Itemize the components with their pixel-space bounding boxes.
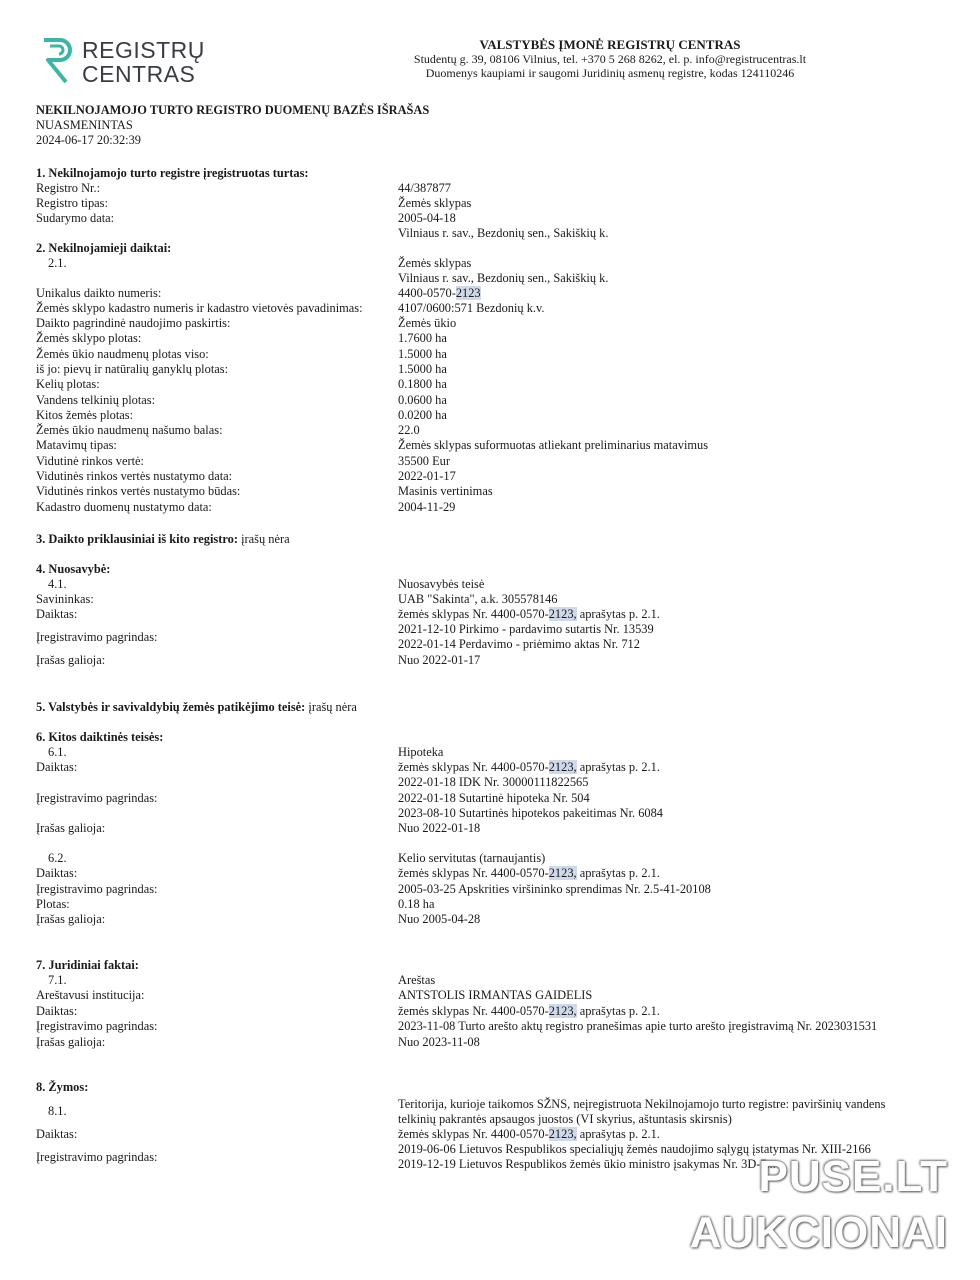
watermark-line1: PUSE.LT bbox=[758, 1152, 948, 1201]
row-6-1-valid: Įrašas galioja: Nuo 2022-01-18 bbox=[36, 821, 481, 835]
row-meadow-area: iš jo: pievų ir natūralių ganyklų plotas: 1.5000 ha bbox=[36, 362, 447, 376]
row-8-desc-1: Teritorija, kurioje taikomos SŽNS, neįregistruota Nekilnojamojo turto registre: paviršinių vandens bbox=[398, 1097, 886, 1111]
row-registry-number: Registro Nr.: 44/387877 bbox=[36, 181, 452, 195]
section-1-title: 1. Nekilnojamojo turto registre įregistruotas turtas: bbox=[36, 166, 309, 180]
row-6-1-idk: 2022-01-18 IDK Nr. 30000111822565 bbox=[398, 775, 589, 789]
row-farm-area: Žemės ūkio naudmenų plotas viso: 1.5000 ha bbox=[36, 347, 447, 361]
row-roads-area: Kelių plotas: 0.1800 ha bbox=[36, 377, 447, 391]
logo-line2: CENTRAS bbox=[82, 61, 196, 87]
row-6-2-area: Plotas: 0.18 ha bbox=[36, 897, 435, 911]
row-6-2-basis: Įregistravimo pagrindas: 2005-03-25 Apskrities viršininko sprendimas Nr. 2.5-41-20108 bbox=[36, 882, 711, 896]
row-owner: Savininkas: UAB "Sakinta", a.k. 305578146 bbox=[36, 592, 558, 606]
row-address: Vilniaus r. sav., Bezdonių sen., Sakiškių k. bbox=[398, 226, 609, 240]
watermark-line2: AUKCIONAI bbox=[689, 1208, 948, 1257]
row-unique-number: Unikalus daikto numeris: 4400-0570-2123 bbox=[36, 286, 481, 300]
document-header bbox=[330, 38, 890, 80]
section-4-title: 4. Nuosavybė: bbox=[36, 562, 111, 576]
row-8-basis-2: 2019-12-19 Lietuvos Respublikos žemės ūkio ministro įsakymas Nr. 3D-7... bbox=[398, 1157, 776, 1171]
row-other-area: Kitos žemės plotas: 0.0200 ha bbox=[36, 408, 447, 422]
row-measurement-type: Matavimų tipas: Žemės sklypas suformuotas atliekant preliminarius matavimus bbox=[36, 438, 709, 452]
row-creation-date: Sudarymo data: 2005-04-18 bbox=[36, 211, 456, 225]
row-cadastral-number: Žemės sklypo kadastro numeris ir kadastro vietovės pavadinimas: 4107/0600:571 Bezdonių k.v. bbox=[36, 301, 545, 315]
row-productivity-score: Žemės ūkio naudmenų našumo balas: 22.0 bbox=[36, 423, 420, 437]
row-6-1-basis-1: Įregistravimo pagrindas: 2022-01-18 Sutartinė hipoteka Nr. 504 bbox=[36, 791, 590, 805]
row-7-valid: Įrašas galioja: Nuo 2023-11-08 bbox=[36, 1035, 480, 1049]
row-4-basis-2: 2022-01-14 Perdavimo - priėmimo aktas Nr. 712 bbox=[398, 637, 640, 651]
row-8-1: 8.1. bbox=[48, 1104, 67, 1118]
section-6-title: 6. Kitos daiktinės teisės: bbox=[36, 730, 164, 744]
row-purpose: Daikto pagrindinė naudojimo paskirtis: Žemės ūkio bbox=[36, 316, 457, 330]
document-title: NEKILNOJAMOJO TURTO REGISTRO DUOMENŲ BAZĖS IŠRAŠAS bbox=[36, 103, 430, 117]
document-title-block bbox=[36, 103, 429, 148]
row-4-object: Daiktas: žemės sklypas Nr. 4400-0570-2123, aprašytas p. 2.1. bbox=[36, 607, 660, 621]
row-water-area: Vandens telkinių plotas: 0.0600 ha bbox=[36, 393, 447, 407]
row-registry-type: Registro tipas: Žemės sklypas bbox=[36, 196, 472, 210]
org-name: VALSTYBĖS ĮMONĖ REGISTRŲ CENTRAS bbox=[479, 37, 741, 52]
row-cadastre-date: Kadastro duomenų nustatymo data: 2004-11-29 bbox=[36, 500, 456, 514]
row-6-2-object: Daiktas: žemės sklypas Nr. 4400-0570-2123, aprašytas p. 2.1. bbox=[36, 866, 660, 880]
row-8-object: Daiktas: žemės sklypas Nr. 4400-0570-2123, aprašytas p. 2.1. bbox=[36, 1127, 660, 1141]
section-7-title: 7. Juridiniai faktai: bbox=[36, 958, 139, 972]
row-4-1: 4.1. Nuosavybės teisė bbox=[48, 577, 485, 591]
section-5-title: 5. Valstybės ir savivaldybių žemės patikėjimo teisė: įrašų nėra bbox=[36, 700, 357, 714]
row-6-2-valid: Įrašas galioja: Nuo 2005-04-28 bbox=[36, 912, 481, 926]
document-datetime: 2024-06-17 20:32:39 bbox=[36, 133, 141, 147]
row-4-basis-1: 2021-12-10 Pirkimo - pardavimo sutartis Nr. 13539 bbox=[398, 622, 654, 636]
org-contacts: Studentų g. 39, 08106 Vilnius, tel. +370 5 268 8262, el. p. info@registrucentras.lt bbox=[413, 52, 807, 66]
row-4-basis-label: Įregistravimo pagrindas: bbox=[36, 630, 158, 644]
row-2-1: 2.1. Žemės sklypas bbox=[48, 256, 472, 270]
logo-mark-icon bbox=[40, 36, 76, 84]
logo-line1: REGISTRŲ bbox=[82, 37, 205, 63]
row-7-1: 7.1. Areštas bbox=[48, 973, 436, 987]
row-market-value-method: Vidutinės rinkos vertės nustatymo būdas: Masinis vertinimas bbox=[36, 484, 493, 498]
row-6-1-basis-2: 2023-08-10 Sutartinės hipotekos pakeitimas Nr. 6084 bbox=[398, 806, 663, 820]
row-8-desc-2: telkinių pakrantės apsaugos juostos (VI skyrius, aštuntasis skirsnis) bbox=[398, 1112, 732, 1126]
row-6-1-object: Daiktas: žemės sklypas Nr. 4400-0570-2123, aprašytas p. 2.1. bbox=[36, 760, 660, 774]
row-7-institution: Areštavusi institucija: ANTSTOLIS IRMANTAS GAIDELIS bbox=[36, 988, 593, 1002]
row-2-address: Vilniaus r. sav., Bezdonių sen., Sakiškių k. bbox=[398, 271, 609, 285]
row-7-basis: Įregistravimo pagrindas: 2023-11-08 Turto arešto aktų registro pranešimas apie turto arešto įregistravimą Nr. 2023031531 bbox=[36, 1019, 878, 1033]
section-2-title: 2. Nekilnojamieji daiktai: bbox=[36, 241, 172, 255]
row-7-object: Daiktas: žemės sklypas Nr. 4400-0570-2123, aprašytas p. 2.1. bbox=[36, 1004, 660, 1018]
row-6-1: 6.1. Hipoteka bbox=[48, 745, 444, 759]
row-8-basis-label: Įregistravimo pagrindas: bbox=[36, 1150, 158, 1164]
row-4-valid: Įrašas galioja: Nuo 2022-01-17 bbox=[36, 653, 481, 667]
org-registry-note: Duomenys kaupiami ir saugomi Juridinių asmenų registre, kodas 124110246 bbox=[425, 66, 795, 80]
row-plot-area: Žemės sklypo plotas: 1.7600 ha bbox=[36, 331, 447, 345]
document-subtitle: NUASMENINTAS bbox=[36, 118, 133, 132]
registru-centras-logo bbox=[40, 36, 205, 88]
row-8-basis-1: 2019-06-06 Lietuvos Respublikos specialiųjų žemės naudojimo sąlygų įstatymas Nr. XIII-2166 bbox=[398, 1142, 871, 1156]
section-8-title: 8. Žymos: bbox=[36, 1080, 89, 1094]
section-3-title: 3. Daikto priklausiniai iš kito registro: įrašų nėra bbox=[36, 532, 290, 546]
row-market-value-date: Vidutinės rinkos vertės nustatymo data: 2022-01-17 bbox=[36, 469, 456, 483]
row-6-2: 6.2. Kelio servitutas (tarnaujantis) bbox=[48, 851, 546, 865]
row-market-value: Vidutinė rinkos vertė: 35500 Eur bbox=[36, 454, 450, 468]
